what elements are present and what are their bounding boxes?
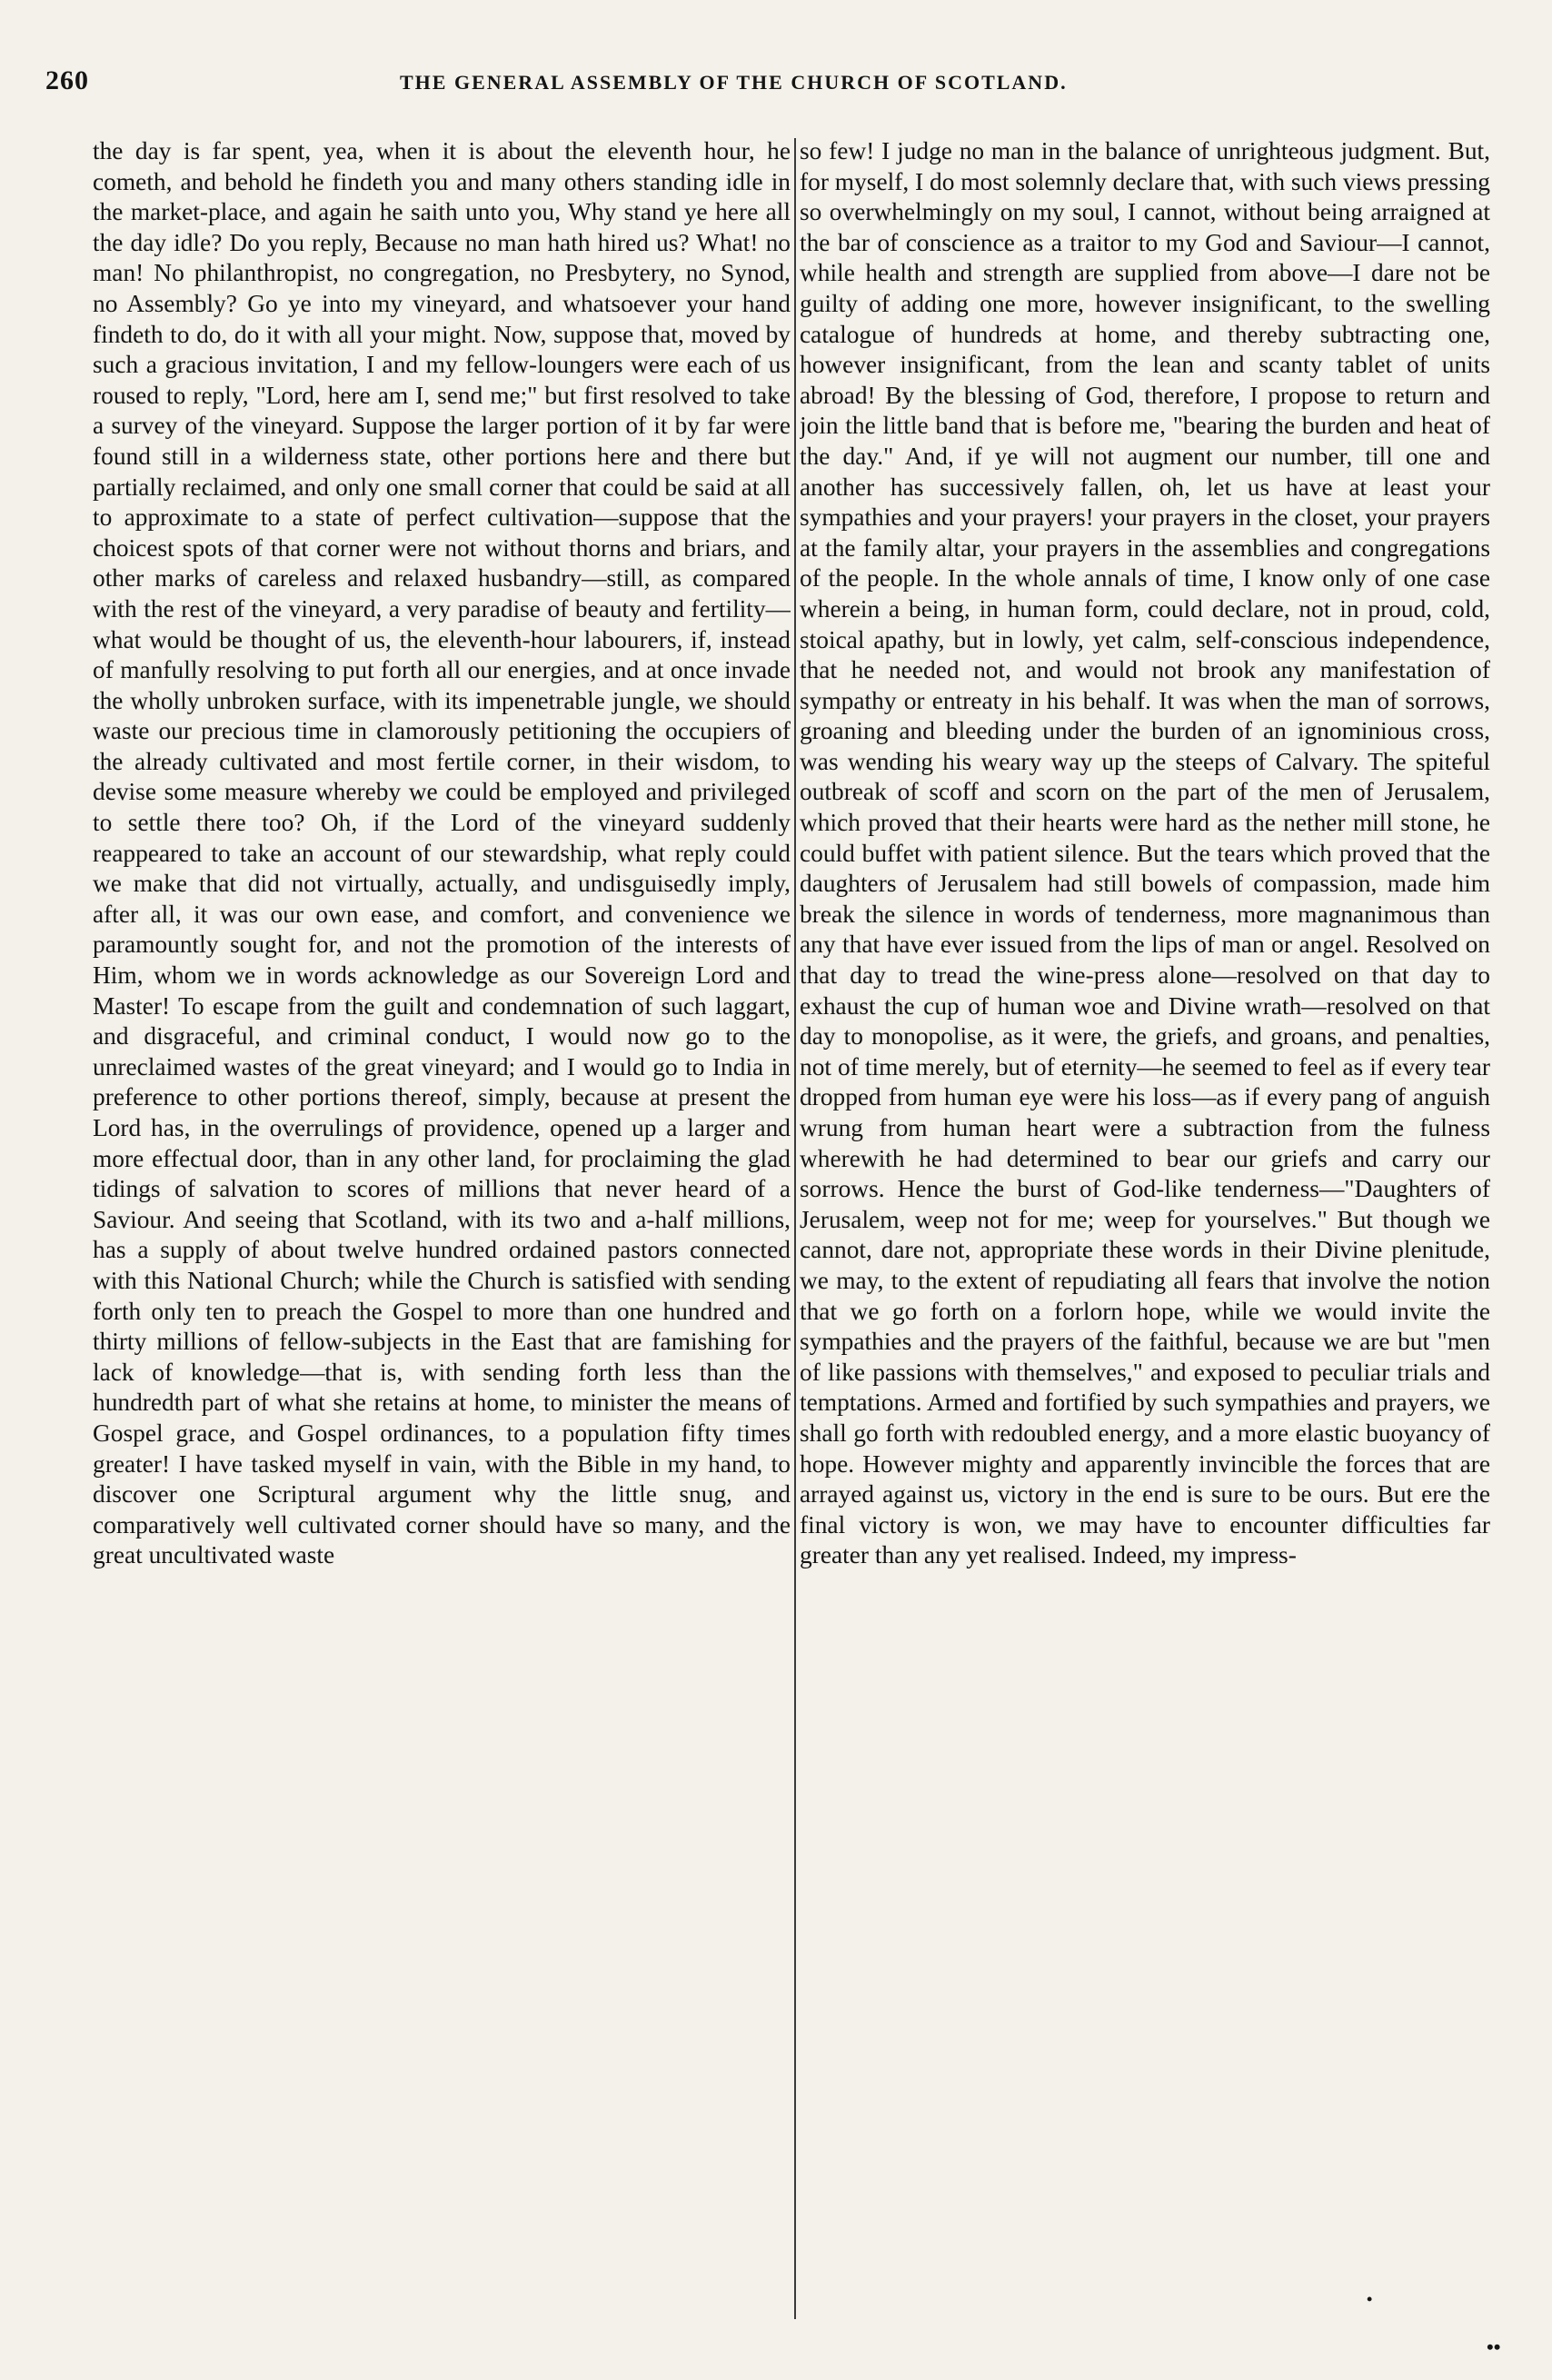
text-column-right xyxy=(800,136,1490,2326)
bottom-dot-mark: • xyxy=(1367,2290,1373,2308)
page-header xyxy=(45,65,1499,124)
column-divider xyxy=(794,138,796,2319)
running-title: THE GENERAL ASSEMBLY OF THE CHURCH OF SCOTLAND. xyxy=(400,71,1068,94)
page-number: 260 xyxy=(45,65,89,95)
bottom-right-mark: •• xyxy=(1487,2335,1501,2358)
left-column-text: the day is far spent, yea, when it is about the eleventh hour, he cometh, and behold he findeth you and many others standing idle in the market-place, and again he saith unto you, Why stand ye here all the day idle? Do you reply, Because no man hath hired us? What! no man! No philanthropist, no congregation, no Presbytery, no Synod, no Assembly? Go ye into my vineyard, and whatsoever your hand findeth to do, do it with all your might. Now, suppose that, moved by such a gracious invitation, I and my fellow-loungers were each of us roused to reply, "Lord, here am I, send me;" but first resolved to take a survey of the vineyard. Suppose the larger portion of it by far were found still in a wilderness state, other portions here and there but partially reclaimed, and only one small corner that could be said at all to approximate to a state of perfect cultivation—suppose that the choicest spots of that corner were not without thorns and briars, and other marks of careless and relaxed husbandry—still, as compared with the rest of the vineyard, a very paradise of beauty and fertility—what would be thought of us, the eleventh-hour labourers, if, instead of manfully resolving to put forth all our energies, and at once invade the wholly unbroken surface, with its impenetrable jungle, we should waste our precious time in clamorously petitioning the occupiers of the already cultivated and most fertile corner, in their wisdom, to devise some measure whereby we could be employed and privileged to settle there too? Oh, if the Lord of the vineyard suddenly reappeared to take an account of our stewardship, what reply could we make that did not virtually, actually, and undisguisedly imply, after all, it was our own ease, and comfort, and convenience we paramountly sought for, and not the promotion of the interests of Him, whom we in words acknowledge as our Sovereign Lord and Master! To escape from the guilt and condemnation of such laggart, and disgraceful, and criminal conduct, I would now go to the unreclaimed wastes of the great vineyard; and I would go to India in preference to other portions thereof, simply, because at present the Lord has, in the overrulings of providence, opened up a larger and more effectual door, than in any other land, for proclaiming the glad tidings of salvation to scores of millions that never heard of a Saviour. And seeing that Scotland, with its two and a-half millions, has a supply of about twelve hundred ordained pastors connected with this National Church; while the Church is satisfied with sending forth only ten to preach the Gospel to more than one hundred and thirty millions of fellow-subjects in the East that are famishing for lack of knowledge—that is, with sending forth less than the hundredth part of what she retains at home, to minister the means of Gospel grace, and Gospel ordinances, to a population fifty times greater! I have tasked myself in vain, with the Bible in my hand, to discover one Scriptural argument why the little snug, and comparatively well cultivated corner should have so many, and the great uncultivated waste xyxy=(93,137,791,1569)
text-column-left xyxy=(93,136,791,2326)
right-column-text: so few! I judge no man in the balance of unrighteous judgment. But, for myself, I do most solemnly declare that, with such views pressing so overwhelmingly on my soul, I cannot, without being arraigned at the bar of conscience as a traitor to my God and Saviour—I cannot, while health and strength are supplied from above—I dare not be guilty of adding one more, however insignificant, to the swelling catalogue of hundreds at home, and thereby subtracting one, however insignificant, from the lean and scanty tablet of units abroad! By the blessing of God, therefore, I propose to return and join the little band that is before me, "bearing the burden and heat of the day." And, if ye will not augment our number, till one and another has successively fallen, oh, let us have at least your sympathies and your prayers! your prayers in the closet, your prayers at the family altar, your prayers in the assemblies and congregations of the people. In the whole annals of time, I know only of one case wherein a being, in human form, could declare, not in proud, cold, stoical apathy, but in lowly, yet calm, self-conscious independence, that he needed not, and would not brook any manifestation of sympathy or entreaty in his behalf. It was when the man of sorrows, groaning and bleeding under the burden of an ignominious cross, was wending his weary way up the steeps of Calvary. The spiteful outbreak of scoff and scorn on the part of the men of Jerusalem, which proved that their hearts were hard as the nether mill stone, he could buffet with patient silence. But the tears which proved that the daughters of Jerusalem had still bowels of compassion, made him break the silence in words of tenderness, more magnanimous than any that have ever issued from the lips of man or angel. Resolved on that day to tread the wine-press alone—resolved on that day to exhaust the cup of human woe and Divine wrath—resolved on that day to monopolise, as it were, the griefs, and groans, and penalties, not of time merely, but of eternity—he seemed to feel as if every tear dropped from human eye were his loss—as if every pang of anguish wrung from human heart were a subtraction from the fulness wherewith he had determined to bear our griefs and carry our sorrows. Hence the burst of God-like tenderness—"Daughters of Jerusalem, weep not for me; weep for yourselves." But though we cannot, dare not, appropriate these words in their Divine plenitude, we may, to the extent of repudiating all fears that involve the notion that we go forth on a forlorn hope, while we would invite the sympathies and the prayers of the faithful, because we are but "men of like passions with themselves," and exposed to peculiar trials and temptations. Armed and fortified by such sympathies and prayers, we shall go forth with redoubled energy, and a more elastic buoyancy of hope. However mighty and apparently invincible the forces that are arrayed against us, victory in the end is sure to be ours. But ere the final victory is won, we may have to encounter difficulties far greater than any yet realised. Indeed, my impress- xyxy=(800,137,1490,1569)
